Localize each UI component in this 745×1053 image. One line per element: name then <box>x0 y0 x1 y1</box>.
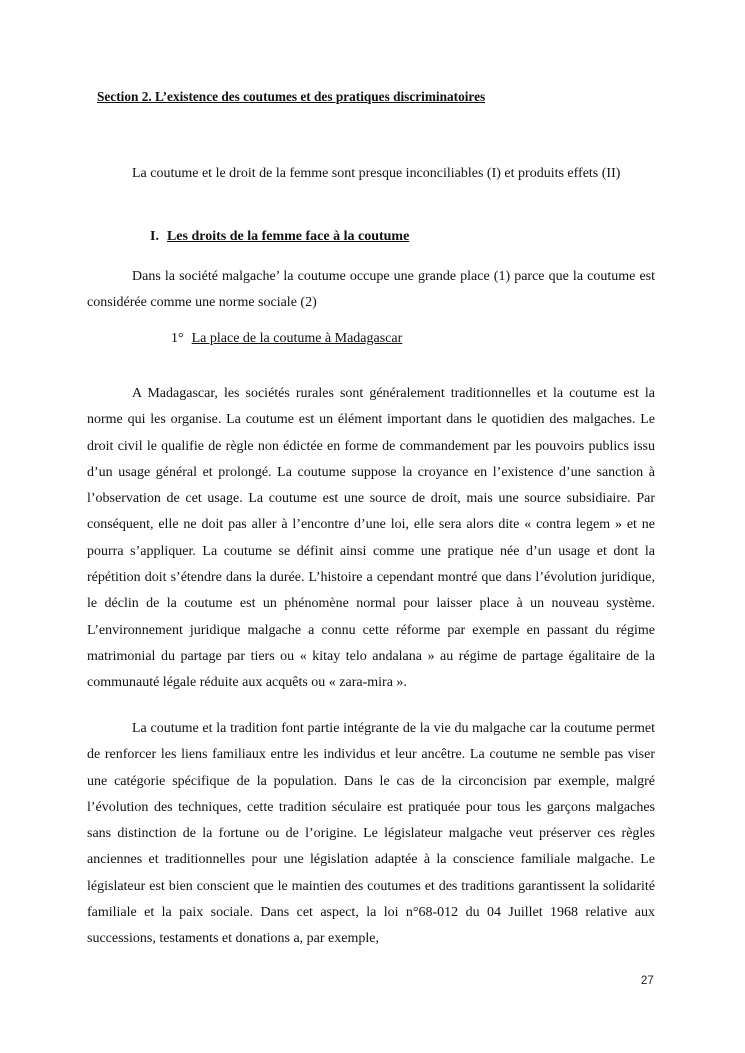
subheading-one-title: La place de la coutume à Madagascar <box>191 331 403 346</box>
subheading-one <box>171 331 402 347</box>
body-paragraph-tradition: La coutume et la tradition font partie intégrante de la vie du malgache car la coutume permet de renforcer les liens familiaux entre les individus et leur ancêtre. La coutume ne semble pas viser une catégorie spécifique de la population. Dans le cas de la circoncision par exemple, malgré l’évolution des techniques, cette tradition séculaire est pratiquée pour tous les garçons malgaches sans distinction de la fortune ou de l’origine. Le législateur malgache veut préserver ces règles anciennes et traditionnelles pour une législation adaptée à la conscience familiale malgache. Le législateur est bien conscient que le maintien des coutumes et des traditions garantissent la solidarité familiale et la paix sociale. Dans cet aspect, la loi n°68-012 du 04 Juillet 1968 relative aux successions, testaments et donations a, par exemple, <box>87 721 655 947</box>
subheading-one-number: 1° <box>171 331 184 346</box>
heading-part-one <box>150 229 409 245</box>
intro-paragraph: La coutume et le droit de la femme sont presque inconciliables (I) et produits effets (II) <box>132 166 621 181</box>
heading-part-one-title: Les droits de la femme face à la coutume <box>166 229 410 244</box>
page-number: 27 <box>641 975 654 987</box>
section-title: Section 2. L’existence des coutumes et des pratiques discriminatoires <box>97 89 486 104</box>
heading-part-one-number: I. <box>150 229 159 244</box>
society-paragraph: Dans la société malgache’ la coutume occupe une grande place (1) parce que la coutume est considérée comme une norme sociale (2) <box>87 269 655 310</box>
body-paragraph-madagascar: A Madagascar, les sociétés rurales sont généralement traditionnelles et la coutume est la norme qui les organise. La coutume est un élément important dans le quotidien des malgaches. Le droit civil le qualifie de règle non édictée en forme de commandement par les pouvoirs publics issu d’un usage général et prolongé. La coutume suppose la croyance en l’existence d’une sanction à l’observation de cet usage. La coutume est une source de droit, mais une source subsidiaire. Par conséquent, elle ne doit pas aller à l’encontre d’une loi, elle sera alors dite « contra legem » et ne pourra s’appliquer. La coutume se définit ainsi comme une pratique née d’un usage et dont la répétition doit s’étendre dans la durée. L’histoire a cependant montré que dans l’évolution juridique, le déclin de la coutume est un phénomène normal pour laisser place à un nouveau système. L’environnement juridique malgache a connu cette réforme par exemple en passant du régime matrimonial du partage par tiers ou « kitay telo andalana » au régime de partage égalitaire de la communauté légale réduite aux acquêts ou « zara-mira ». <box>87 386 655 691</box>
